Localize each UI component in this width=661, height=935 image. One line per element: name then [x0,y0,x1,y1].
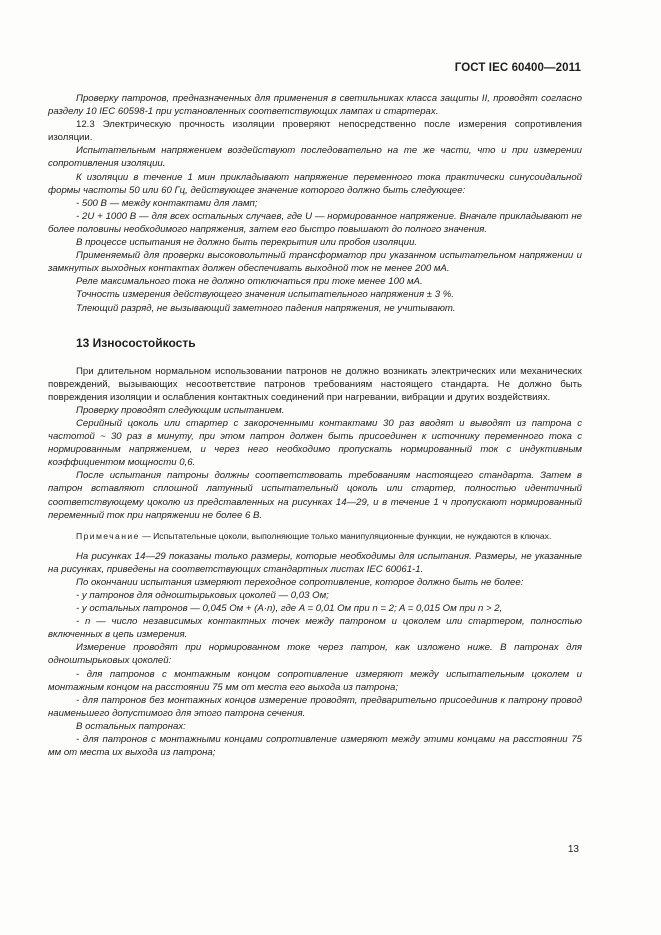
paragraph: Измерение проводят при нормированном токе через патрон, как изложено ниже. В патронах для одноштырьковых цоколей: [48,642,582,667]
paragraph: Испытательным напряжением воздействуют последовательно на те же части, что и при измерении сопротивления изоляции. [48,145,582,170]
paragraph: Точность измерения действующего значения испытательного напряжения ± 3 %. [76,289,454,301]
paragraph: После испытания патроны должны соответствовать требованиям настоящего стандарта. Затем в патрон вставляют сплошной латунный испытательный цоколь или стартер, полностью идентичный соответствующему цоколю из представленных на рисунках 14—29, и в течение 1 ч пропускают нормированный переменный ток при напряжении не более 6 В. [48,470,582,521]
paragraph: 12.3 Электрическую прочность изоляции проверяют непосредственно после измерения сопротивления изоляции. [48,119,582,144]
paragraph: По окончании испытания измеряют переходное сопротивление, которое должно быть не более: [76,576,524,588]
paragraph: Применяемый для проверки высоковольтный трансформатор при указанном испытательном напряжении и замкнутых выходных контактах должен обеспечивать выходной ток не менее 200 мА. [48,250,582,275]
paragraph: При длительном нормальном использовании патронов не должно возникать электрических или механических повреждений, вызывающих несоответствие патронов требованиям настоящего стандарта. Не должно быть повреждения изоляции и ослабления контактных соединений при нагревании, вибрации и других воздействиях. [48,365,582,403]
page-content [48,92,582,759]
list-item: - 500 В — между контактами для ламп; [76,197,258,209]
note-text: — Испытательные цоколи, выполняющие только манипуляционные функции, не нуждаются в ключах. [139,530,552,541]
paragraph: Тлеющий разряд, не вызывающий заметного падения напряжения, не учитывают. [76,302,456,314]
paragraph: На рисунках 14—29 показаны только размеры, которые необходимы для испытания. Размеры, не указанные на рисунках, приведены на соответствующих стандартных листах IEC 60061-1. [48,550,582,575]
paragraph: Проверку проводят следующим испытанием. [76,404,285,416]
list-item: - 2U + 1000 В — для всех остальных случаев, где U — нормированное напряжение. Вначале прикладывают не более половины необходимого напряжения, затем его быстро повышают до полного значения. [48,210,582,235]
paragraph: В процессе испытания не должно быть перекрытия или пробоя изоляции. [76,237,418,249]
note-label: Примечание [76,530,140,541]
list-item: - у патронов для одноштырьковых цоколей — 0,03 Ом; [76,590,329,601]
paragraph: К изоляции в течение 1 мин прикладывают напряжение переменного тока практически синусоидальной формы частоты 50 или 60 Гц, действующее значение которого должно быть следующее: [48,171,582,196]
section-title: 13 Износостойкость [76,335,196,350]
list-item: - n — число независимых контактных точек между патроном и цоколем или стартером, полностью включенных в цепь измерения. [48,616,582,641]
note [48,530,582,542]
paragraph: Серийный цоколь или стартер с закороченными контактами 30 раз вводят и выводят из патрона с частотой ~ 30 раз в минуту, при этом патрон должен быть присоединен к источнику переменного тока с нормированным напряжением, и через него необходимо пропускать нормированный ток с индуктивным коэффициентом мощности 0,6. [48,417,582,469]
list-item: - для патронов с монтажным концом сопротивление измеряют между испытательным цоколем и монтажным концом на расстоянии 75 мм от места его выхода из патрона; [48,668,582,693]
page-number: 13 [567,844,579,855]
document-id-header: ГОСТ IEC 60400—2011 [454,62,581,74]
paragraph: Проверку патронов, предназначенных для применения в светильниках класса защиты II, проводят согласно разделу 10 IEC 60598-1 при установленных соответствующих лампах и стартерах. [48,93,582,118]
paragraph: В остальных патронах: [76,720,186,732]
list-item: - у остальных патронов — 0,045 Ом + (A·n), где A = 0,01 Ом при n = 2; A = 0,015 Ом при n > 2, [76,603,503,615]
list-item: - для патронов без монтажных концов измерение проводят, предварительно присоединив к патрону провод наименьшего допустимого для этого патрона сечения. [48,694,582,719]
paragraph: Реле максимального тока не должно отключаться при токе менее 100 мА. [76,276,423,288]
list-item: - для патронов с монтажными концами сопротивление измеряют между этими концами на расстоянии 75 мм от места их выхода из патрона; [48,734,582,759]
